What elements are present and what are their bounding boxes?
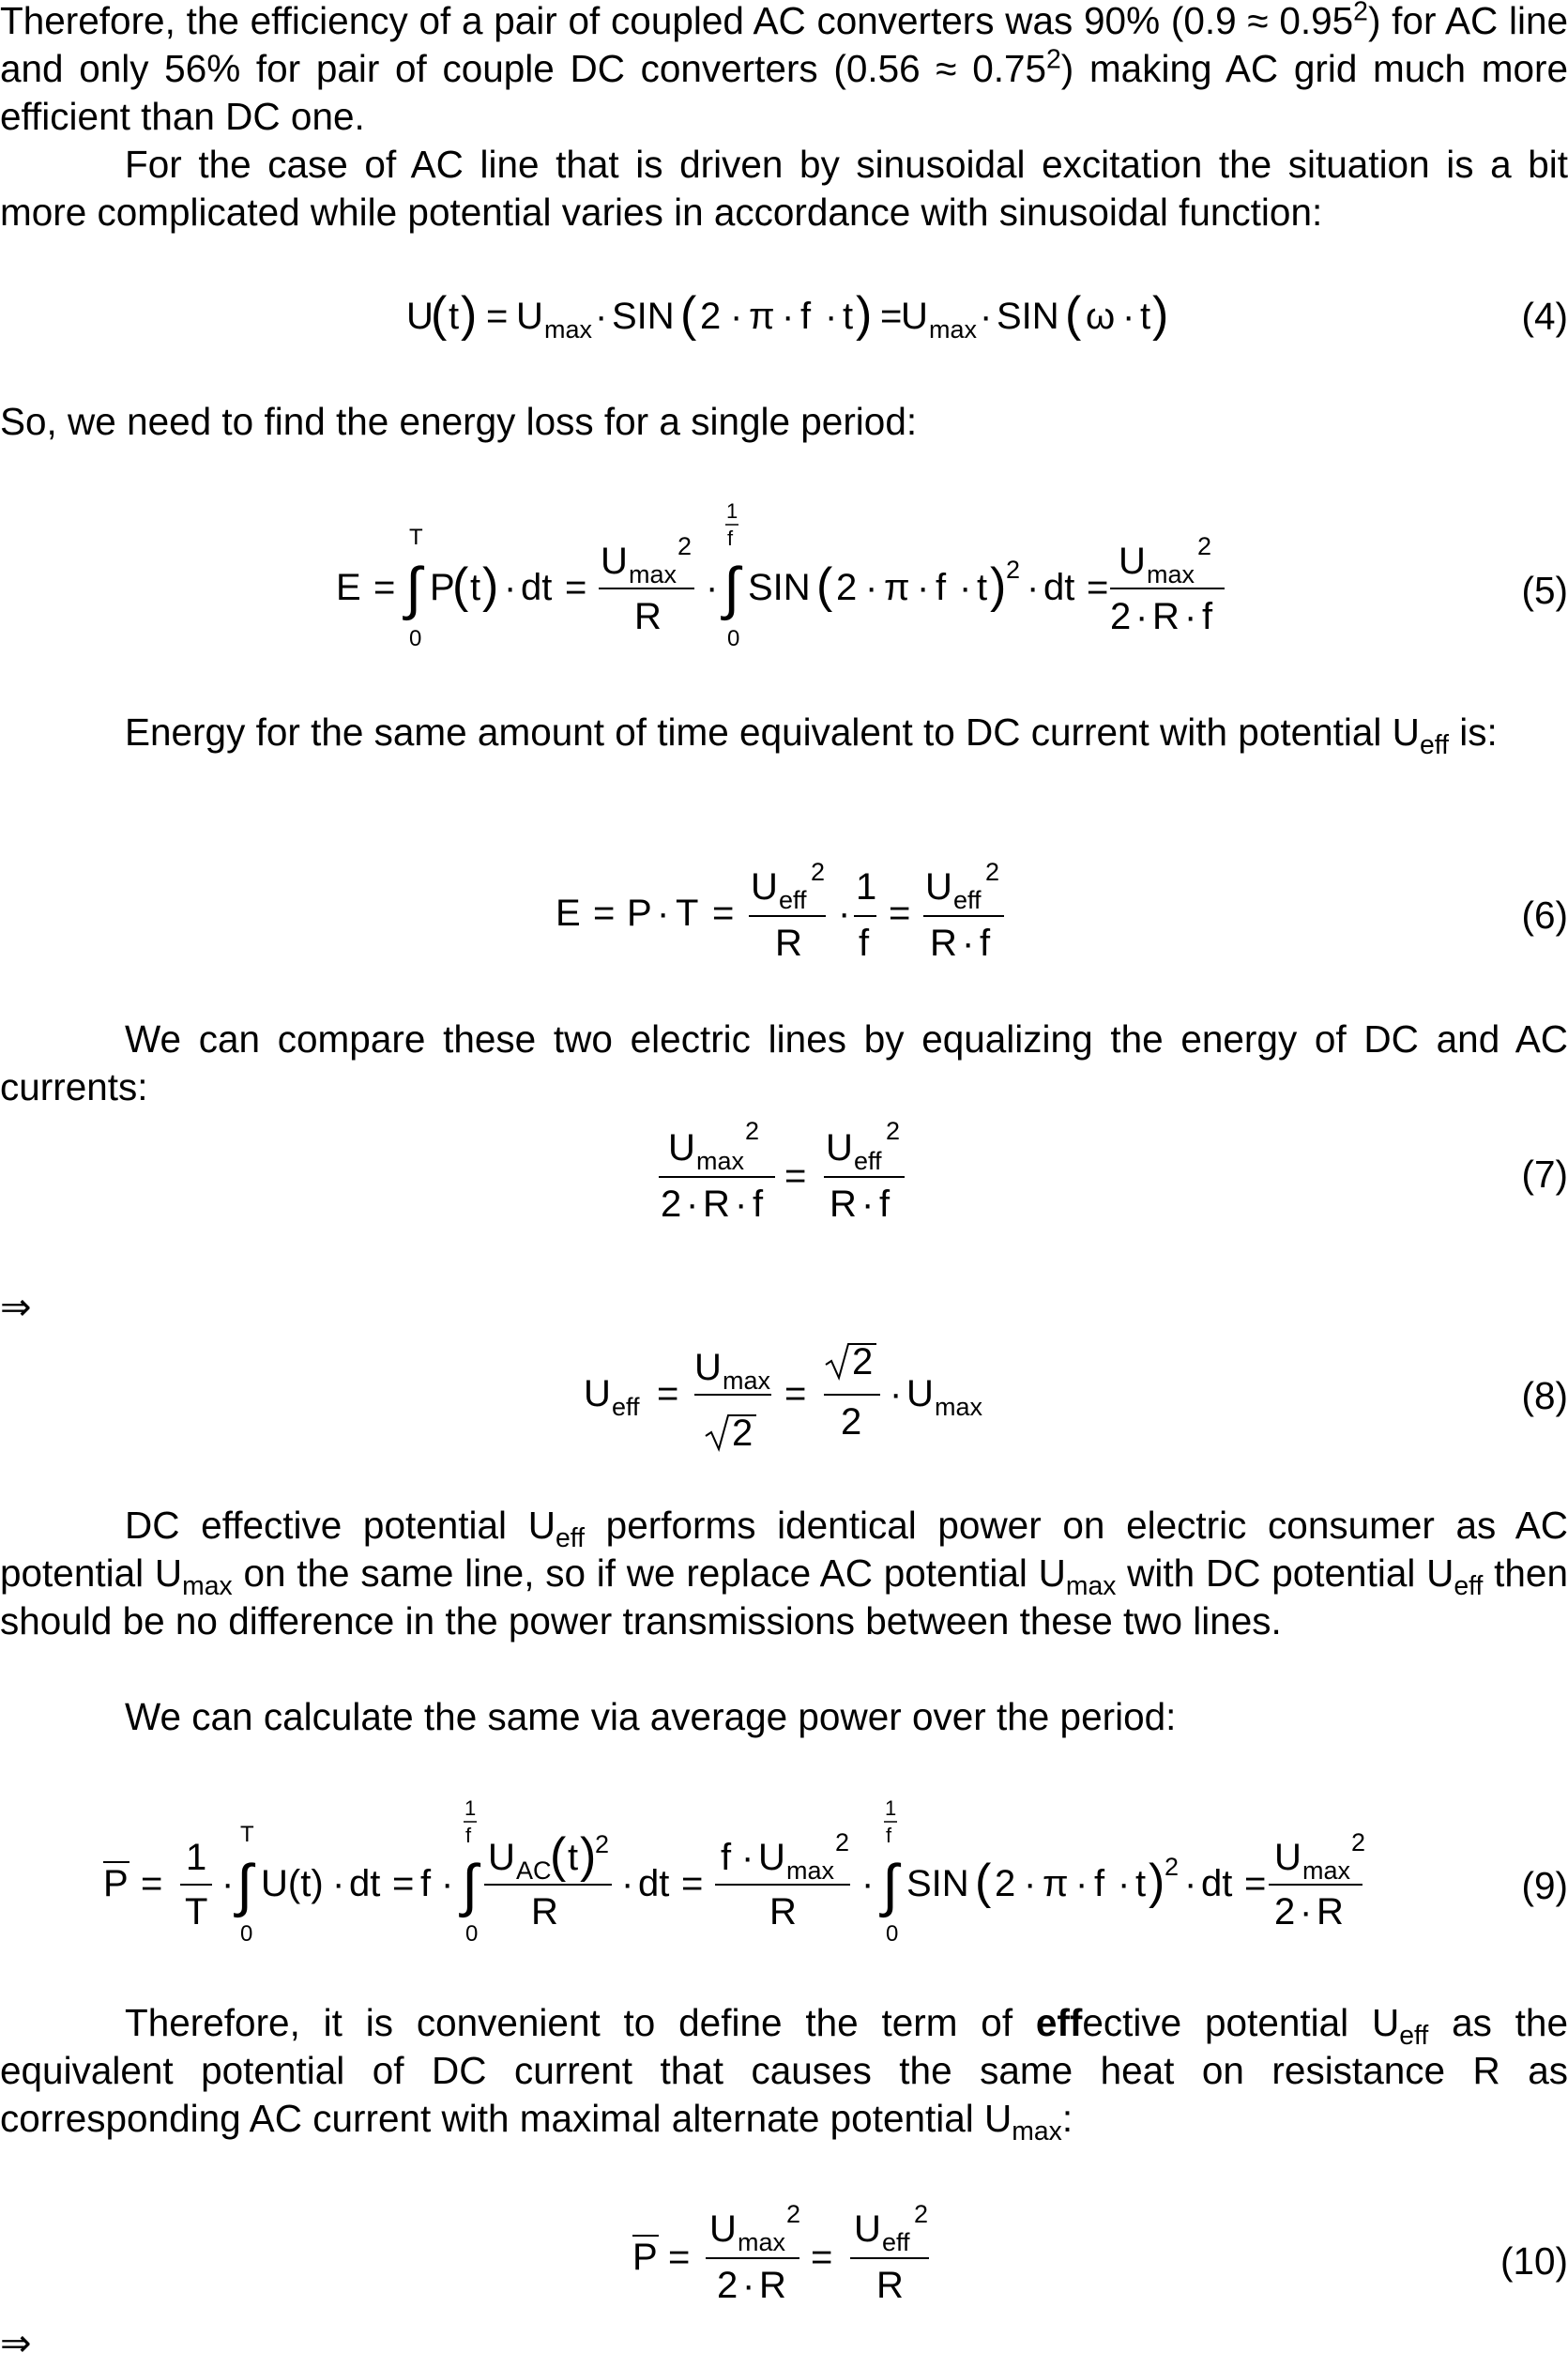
svg-text:f: f (1202, 596, 1213, 637)
equation-6-formula (0, 845, 1568, 976)
equation-9-formula (0, 1793, 1568, 1962)
svg-text:max: max (1147, 560, 1195, 588)
svg-text:=: = (373, 567, 395, 608)
svg-text:R: R (930, 923, 957, 964)
svg-text:2: 2 (732, 1413, 753, 1454)
svg-text:=: = (593, 893, 615, 934)
svg-text:): ) (580, 1828, 596, 1883)
svg-text:max: max (696, 1147, 745, 1175)
svg-text:·: · (1122, 296, 1134, 337)
svg-text:T: T (676, 893, 698, 934)
svg-text:P: P (627, 893, 652, 934)
equation-9 (0, 1793, 1568, 1962)
svg-text:·: · (741, 1837, 754, 1878)
svg-text:ω: ω (1086, 296, 1115, 337)
svg-text:f: f (420, 1863, 432, 1904)
svg-text:·: · (441, 1863, 453, 1904)
svg-text:U: U (1119, 541, 1146, 582)
equation-4 (0, 280, 1568, 355)
svg-text:): ) (856, 287, 872, 342)
svg-text:·: · (1024, 1863, 1036, 1904)
svg-text:·: · (657, 893, 669, 934)
svg-text:): ) (990, 558, 1006, 613)
svg-text:max: max (544, 315, 593, 344)
equation-9-number: (9) (1522, 1862, 1568, 1910)
svg-text:(: ( (1065, 287, 1082, 342)
svg-text:f: f (465, 1824, 472, 1847)
svg-text:U: U (758, 1837, 785, 1878)
svg-text:(: ( (452, 558, 469, 613)
svg-text:f: f (879, 1184, 891, 1225)
svg-text:0: 0 (727, 626, 739, 651)
svg-text:·: · (595, 296, 607, 337)
paragraph-energy-dc (0, 709, 1568, 756)
equation-7-formula (0, 1108, 1568, 1239)
paragraph-sinusoidal: For the case of AC line that is driven by sinusoidal excitation the situation is a bit more complicated while potential varies in accordance with sinusoidal function: (0, 141, 1568, 237)
svg-text:(: ( (975, 1855, 992, 1909)
svg-text:dt: dt (638, 1863, 669, 1904)
svg-text:=: = (681, 1863, 703, 1904)
svg-text:): ) (461, 287, 477, 342)
equation-6 (0, 845, 1568, 976)
svg-text:·: · (730, 296, 742, 337)
svg-text:U: U (906, 1373, 934, 1414)
svg-text:2: 2 (1006, 556, 1020, 584)
svg-text:max: max (1302, 1856, 1351, 1885)
paragraph-average-power: We can calculate the same via average power over the period: (0, 1693, 1568, 1741)
paragraph-energy-dc-end: is: (1449, 710, 1498, 754)
implies-arrow-bottom: ⇒ (0, 2320, 32, 2368)
svg-text:·: · (686, 1184, 698, 1225)
svg-text:U: U (709, 2208, 737, 2250)
svg-text:dt: dt (1043, 567, 1074, 608)
equation-7 (0, 1108, 1568, 1239)
svg-text:2: 2 (1351, 1828, 1365, 1856)
svg-text:2: 2 (1274, 1891, 1295, 1933)
svg-text:U: U (751, 866, 778, 908)
svg-text:): ) (1152, 287, 1168, 342)
svg-text:·: · (959, 567, 971, 608)
svg-text:·: · (890, 1373, 902, 1414)
paragraph-compare: We can compare these two electric lines by equalizing the energy of DC and AC currents: (0, 1016, 1568, 1111)
svg-text:T: T (185, 1891, 207, 1933)
svg-text:R: R (759, 2265, 786, 2306)
svg-text:0: 0 (409, 626, 421, 651)
svg-text:U: U (925, 866, 952, 908)
svg-text:2: 2 (677, 532, 692, 560)
svg-text:eff: eff (854, 1147, 882, 1175)
svg-text:·: · (825, 296, 837, 337)
svg-text:U: U (694, 1347, 722, 1388)
svg-text:U: U (854, 2208, 881, 2250)
svg-text:U: U (601, 541, 628, 582)
paragraph-efficiency: Therefore, the efficiency of a pair of coupled AC converters was 90% $(0.9 \approx 0.95^2)$ for AC line and only 56% for pair of couple DC converters $(0.56 \approx 0.75^2)$ making AC grid much more efficient than DC one. (0, 0, 1568, 141)
svg-text:2: 2 (717, 2265, 738, 2306)
svg-text:=: = (657, 1373, 678, 1414)
svg-text:·: · (917, 567, 929, 608)
svg-text:·: · (332, 1863, 344, 1904)
svg-text:U: U (668, 1127, 695, 1169)
svg-text:T: T (409, 525, 423, 550)
svg-text:f: f (727, 527, 734, 550)
svg-text:2: 2 (786, 2200, 800, 2228)
implies-arrow: ⇒ (0, 1284, 32, 1332)
svg-text:max: max (935, 1393, 983, 1421)
svg-text:P: P (103, 1863, 129, 1904)
svg-text:AC: AC (516, 1856, 552, 1885)
svg-text:π: π (749, 296, 775, 337)
svg-text:=: = (668, 2237, 690, 2278)
svg-text:2: 2 (1197, 532, 1211, 560)
paragraph-energy-dc-text: Energy for the same amount of time equivalent to DC current with potential U (125, 710, 1420, 754)
svg-text:·: · (504, 567, 516, 608)
svg-text:t: t (1140, 296, 1150, 337)
svg-text:max: max (629, 560, 677, 588)
equation-8-formula (0, 1323, 1568, 1455)
equation-10-number: (10) (1500, 2238, 1568, 2285)
svg-text:·: · (221, 1863, 234, 1904)
svg-text:U: U (826, 1127, 853, 1169)
svg-text:T: T (240, 1822, 254, 1847)
svg-text:2: 2 (811, 858, 825, 886)
svg-text:f: f (753, 1184, 764, 1225)
svg-text:∫: ∫ (879, 1854, 902, 1918)
svg-text:=: = (486, 296, 508, 337)
svg-text:U: U (406, 296, 434, 337)
svg-text:(: ( (816, 558, 833, 613)
svg-text:eff: eff (882, 2228, 910, 2256)
svg-text:U: U (584, 1373, 611, 1414)
equation-5-formula (0, 497, 1568, 666)
svg-text:max: max (786, 1856, 835, 1885)
svg-text:π: π (1043, 1863, 1069, 1904)
svg-text:2: 2 (745, 1117, 759, 1145)
svg-text:max: max (929, 315, 978, 344)
svg-text:f: f (721, 1837, 732, 1878)
svg-text:0: 0 (886, 1921, 898, 1947)
svg-text:R: R (1152, 596, 1180, 637)
svg-text:R: R (634, 596, 662, 637)
svg-text:0: 0 (240, 1921, 252, 1947)
svg-text:·: · (1300, 1891, 1312, 1933)
paragraph-effective-potential: DC effective potential $U_{eff}$ performs identical power on electric consumer as AC potential $U_{max}$ on the same line, so if we replace AC potential $U_{max}$ with DC potential $U_{eff}$ then should be no difference in the power transmissions between these two lines. (0, 1502, 1568, 1645)
svg-text:=: = (784, 1373, 806, 1414)
svg-text:f: f (980, 923, 991, 964)
svg-text:1: 1 (186, 1837, 206, 1878)
equation-10-formula (0, 2187, 1568, 2318)
svg-text:max: max (723, 1367, 771, 1395)
svg-text:·: · (980, 296, 992, 337)
equation-6-number: (6) (1522, 892, 1568, 940)
svg-text:dt: dt (521, 567, 552, 608)
svg-text:t: t (843, 296, 853, 337)
svg-text:): ) (1149, 1855, 1165, 1909)
svg-text:): ) (482, 558, 498, 613)
svg-text:R: R (876, 2265, 904, 2306)
svg-text:·: · (1027, 567, 1039, 608)
equation-4-number: (4) (1522, 293, 1568, 341)
svg-text:SIN: SIN (612, 296, 675, 337)
svg-text:eff: eff (779, 886, 807, 914)
svg-text:t: t (568, 1837, 578, 1878)
svg-text:U(t): U(t) (261, 1863, 324, 1904)
svg-text:2: 2 (995, 1863, 1015, 1904)
svg-text:1: 1 (726, 499, 738, 523)
svg-text:eff: eff (612, 1393, 640, 1421)
equation-7-number: (7) (1522, 1151, 1568, 1199)
svg-text:=: = (784, 1155, 806, 1197)
svg-text:·: · (962, 923, 974, 964)
svg-text:·: · (1184, 1863, 1196, 1904)
svg-text:f: f (936, 567, 947, 608)
svg-text:U: U (488, 1837, 515, 1878)
svg-text:=: = (889, 893, 910, 934)
svg-text:t: t (977, 567, 987, 608)
svg-text:R: R (830, 1184, 857, 1225)
svg-text:·: · (1118, 1863, 1130, 1904)
svg-text:·: · (1135, 596, 1148, 637)
ueff-subscript: eff (1420, 730, 1449, 760)
svg-text:E: E (556, 893, 581, 934)
equation-8 (0, 1323, 1568, 1455)
svg-text:·: · (742, 2265, 754, 2306)
svg-text:·: · (1184, 596, 1196, 637)
svg-text:U: U (516, 296, 543, 337)
svg-text:·: · (838, 893, 850, 934)
svg-text:0: 0 (465, 1921, 478, 1947)
svg-text:eff: eff (953, 886, 982, 914)
svg-text:π: π (884, 567, 910, 608)
svg-text:P: P (430, 567, 455, 608)
svg-text:·: · (782, 296, 794, 337)
svg-text:·: · (861, 1863, 874, 1904)
svg-text:∫: ∫ (234, 1854, 256, 1918)
svg-text:dt: dt (1201, 1863, 1232, 1904)
svg-text:E: E (336, 567, 361, 608)
svg-text:=: = (880, 296, 902, 337)
svg-text:·: · (621, 1863, 633, 1904)
svg-text:R: R (1317, 1891, 1344, 1933)
svg-text:=: = (141, 1863, 162, 1904)
svg-text:∫: ∫ (721, 557, 743, 621)
svg-text:(: ( (550, 1828, 567, 1883)
svg-text:∫: ∫ (459, 1854, 481, 1918)
svg-text:2: 2 (1165, 1853, 1179, 1881)
svg-text:·: · (865, 567, 877, 608)
svg-text:=: = (1087, 567, 1108, 608)
svg-text:U: U (1274, 1837, 1302, 1878)
svg-text:SIN: SIN (906, 1863, 969, 1904)
svg-text:1: 1 (856, 866, 876, 908)
svg-text:2: 2 (852, 1341, 873, 1383)
equation-8-number: (8) (1522, 1372, 1568, 1420)
svg-text:2: 2 (841, 1401, 861, 1443)
svg-text:f: f (1094, 1863, 1105, 1904)
svg-text:=: = (712, 893, 734, 934)
svg-text:t: t (1135, 1863, 1146, 1904)
svg-text:U: U (901, 296, 928, 337)
svg-text:f: f (859, 923, 870, 964)
svg-text:·: · (861, 1184, 874, 1225)
svg-text:P: P (632, 2237, 658, 2278)
equation-5 (0, 497, 1568, 666)
svg-text:1: 1 (464, 1796, 476, 1820)
equation-4-formula (0, 280, 1568, 355)
svg-text:·: · (706, 567, 718, 608)
svg-text:1: 1 (885, 1796, 896, 1820)
svg-text:=: = (565, 567, 586, 608)
svg-text:2: 2 (595, 1830, 609, 1858)
svg-text:=: = (392, 1863, 414, 1904)
svg-text:·: · (1075, 1863, 1088, 1904)
equation-5-number: (5) (1522, 567, 1568, 615)
svg-text:R: R (703, 1184, 730, 1225)
svg-text:t: t (470, 567, 480, 608)
svg-text:R: R (775, 923, 802, 964)
svg-text:=: = (1244, 1863, 1266, 1904)
svg-text:=: = (811, 2237, 832, 2278)
svg-text:2: 2 (886, 1117, 900, 1145)
svg-text:f: f (886, 1824, 892, 1847)
svg-text:2: 2 (700, 296, 721, 337)
svg-text:(: ( (680, 287, 697, 342)
svg-text:·: · (735, 1184, 747, 1225)
svg-text:(: ( (431, 287, 448, 342)
svg-text:f: f (800, 296, 812, 337)
svg-text:2: 2 (661, 1184, 681, 1225)
svg-text:SIN: SIN (997, 296, 1059, 337)
svg-text:2: 2 (836, 567, 857, 608)
paragraph-energy-loss: So, we need to find the energy loss for a single period: (0, 398, 1568, 446)
svg-text:R: R (531, 1891, 558, 1933)
svg-text:max: max (738, 2228, 786, 2256)
svg-text:∫: ∫ (403, 557, 425, 621)
svg-text:dt: dt (349, 1863, 380, 1904)
svg-text:t: t (449, 296, 459, 337)
svg-text:2: 2 (914, 2200, 928, 2228)
equation-10 (0, 2187, 1568, 2318)
svg-text:2: 2 (1110, 596, 1131, 637)
paragraph-definition: Therefore, it is convenient to define the term of effective potential $U_{eff}$ as the equivalent potential of DC current that causes the same heat on resistance R as corresponding AC current with maximal alternate potential $U_{max}$: (0, 1999, 1568, 2143)
svg-text:2: 2 (835, 1828, 849, 1856)
svg-text:SIN: SIN (748, 567, 811, 608)
svg-text:2: 2 (985, 858, 999, 886)
svg-text:R: R (769, 1891, 797, 1933)
